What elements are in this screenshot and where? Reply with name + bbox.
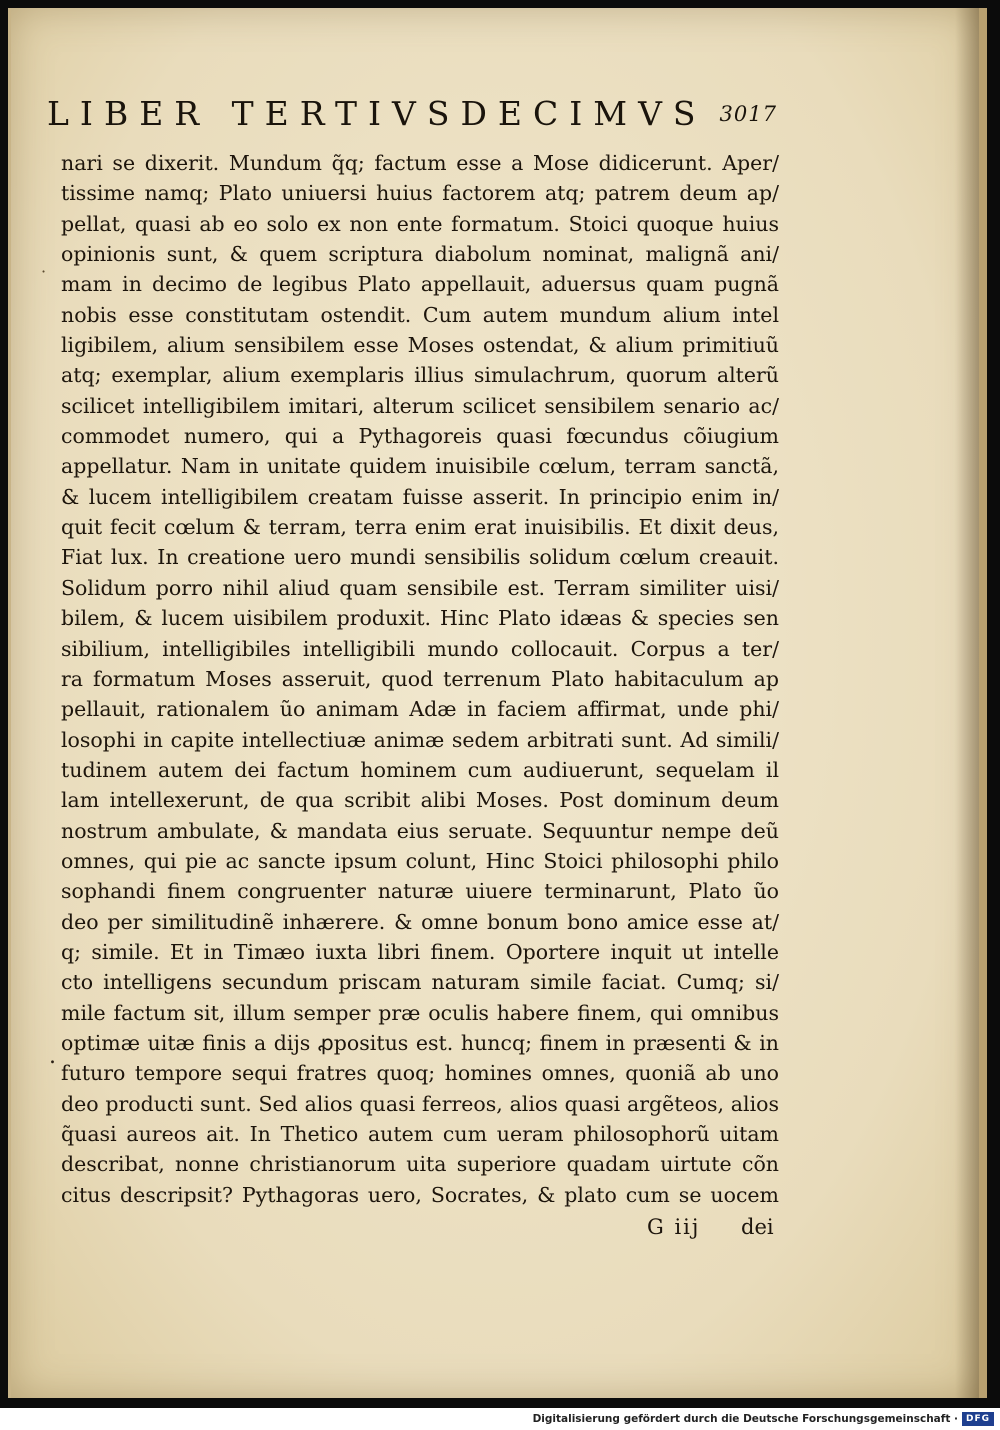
dfg-logo: DFG [962, 1412, 994, 1426]
text-line: & lucem intelligibilem creatam fuisse asserit. In principio enim in/ [61, 484, 779, 509]
text-line: describat, nonne christianorum uita superiore quadam uirtute cõn [61, 1152, 779, 1177]
text-line: bilem, & lucem uisibilem produxit. Hinc Plato idæas & species sen [61, 606, 779, 631]
book-page [8, 8, 987, 1398]
folio-number: 3017 [719, 102, 777, 126]
margin-mark: . [49, 1044, 56, 1069]
text-line: pellauit, rationalem ũo animam Adæ in faciem affirmat, unde phi/ [61, 697, 779, 722]
text-line: q̃uasi aureos ait. In Thetico autem cum ueram philosophorũ uitam [61, 1122, 779, 1146]
text-line: nobis esse constitutam ostendit. Cum autem mundum alium intel [61, 302, 779, 327]
catchword: dei [741, 1215, 774, 1239]
text-line: ligibilem, alium sensibilem esse Moses ostendat, & alium primitiuũ [61, 333, 779, 358]
text-line: optimæ uitæ finis a dijs ꝓpositus est. huncq; finem in præsenti & in [61, 1030, 779, 1055]
text-line: tudinem autem dei factum hominem cum audiuerunt, sequelam il [61, 757, 779, 782]
text-line: sibilium, intelligibiles intelligibili mundo collocauit. Corpus a ter/ [61, 636, 779, 661]
text-line: atq; exemplar, alium exemplaris illius simulachrum, quorum alterũ [61, 363, 779, 388]
running-head [47, 94, 777, 138]
text-line: mam in decimo de legibus Plato appellauit, aduersus quam pugnã [61, 272, 779, 297]
text-line: sophandi finem congruenter naturæ uiuere terminarunt, Plato ũo [61, 879, 779, 904]
text-line: appellatur. Nam in unitate quidem inuisibile cœlum, terram sanctã, [61, 454, 779, 479]
footer-credit: Digitalisierung gefördert durch die Deutsche Forschungsgemeinschaft · [532, 1413, 958, 1425]
text-block [61, 148, 779, 1210]
text-line: tissime namq; Plato uniuersi huius factorem atq; patrem deum ap/ [61, 181, 779, 206]
text-line: deo producti sunt. Sed alios quasi ferreos, alios quasi argẽteos, alios [61, 1091, 779, 1116]
signature-mark: G iij [647, 1215, 701, 1239]
text-line: omnes, qui pie ac sancte ipsum colunt, Hinc Stoici philosophi philo [61, 848, 779, 873]
text-line: losophi in capite intellectiuæ animæ sedem arbitrati sunt. Ad simili/ [61, 727, 779, 752]
text-line: Fiat lux. In creatione uero mundi sensibilis solidum cœlum creauit. [61, 545, 779, 570]
text-line: deo per similitudinẽ inhærere. & omne bonum bono amice esse at/ [61, 909, 779, 934]
text-line: q; simile. Et in Timæo iuxta libri finem. Oportere inquit ut intelle [61, 939, 779, 964]
text-line: futuro tempore sequi fratres quoq; homines omnes, quoniã ab uno [61, 1061, 779, 1086]
running-title: LIBER TERTIVSDECIMVS [47, 94, 707, 133]
footer-bar [0, 1408, 1000, 1430]
text-line: nari se dixerit. Mundum q̃q; factum esse a Mose didicerunt. Aper/ [61, 151, 779, 175]
text-line: commodet numero, qui a Pythagoreis quasi fœcundus cõiugium [61, 424, 779, 449]
text-line: lam intellexerunt, de qua scribit alibi Moses. Post dominum deum [61, 788, 779, 813]
text-line: citus descripsit? Pythagoras uero, Socrates, & plato cum se uocem [61, 1182, 779, 1207]
text-line: Solidum porro nihil aliud quam sensibile est. Terram similiter uisi/ [61, 575, 779, 600]
margin-mark: · [41, 262, 47, 281]
text-line: scilicet intelligibilem imitari, alterum scilicet sensibilem senario ac/ [61, 393, 779, 418]
gutter-shadow [955, 8, 979, 1398]
text-line: mile factum sit, illum semper præ oculis habere finem, qui omnibus [61, 1000, 779, 1025]
text-line: opinionis sunt, & quem scriptura diabolum nominat, malignã ani/ [61, 242, 779, 267]
text-line: pellat, quasi ab eo solo ex non ente formatum. Stoici quoque huius [61, 211, 779, 236]
text-line: quit fecit cœlum & terram, terra enim erat inuisibilis. Et dixit deus, [61, 515, 779, 540]
text-line: nostrum ambulate, & mandata eius seruate. Sequuntur nempe deũ [61, 818, 779, 843]
text-line: ra formatum Moses asseruit, quod terrenum Plato habitaculum ap [61, 666, 779, 691]
text-line: cto intelligens secundum priscam naturam simile faciat. Cumq; si/ [61, 970, 779, 995]
